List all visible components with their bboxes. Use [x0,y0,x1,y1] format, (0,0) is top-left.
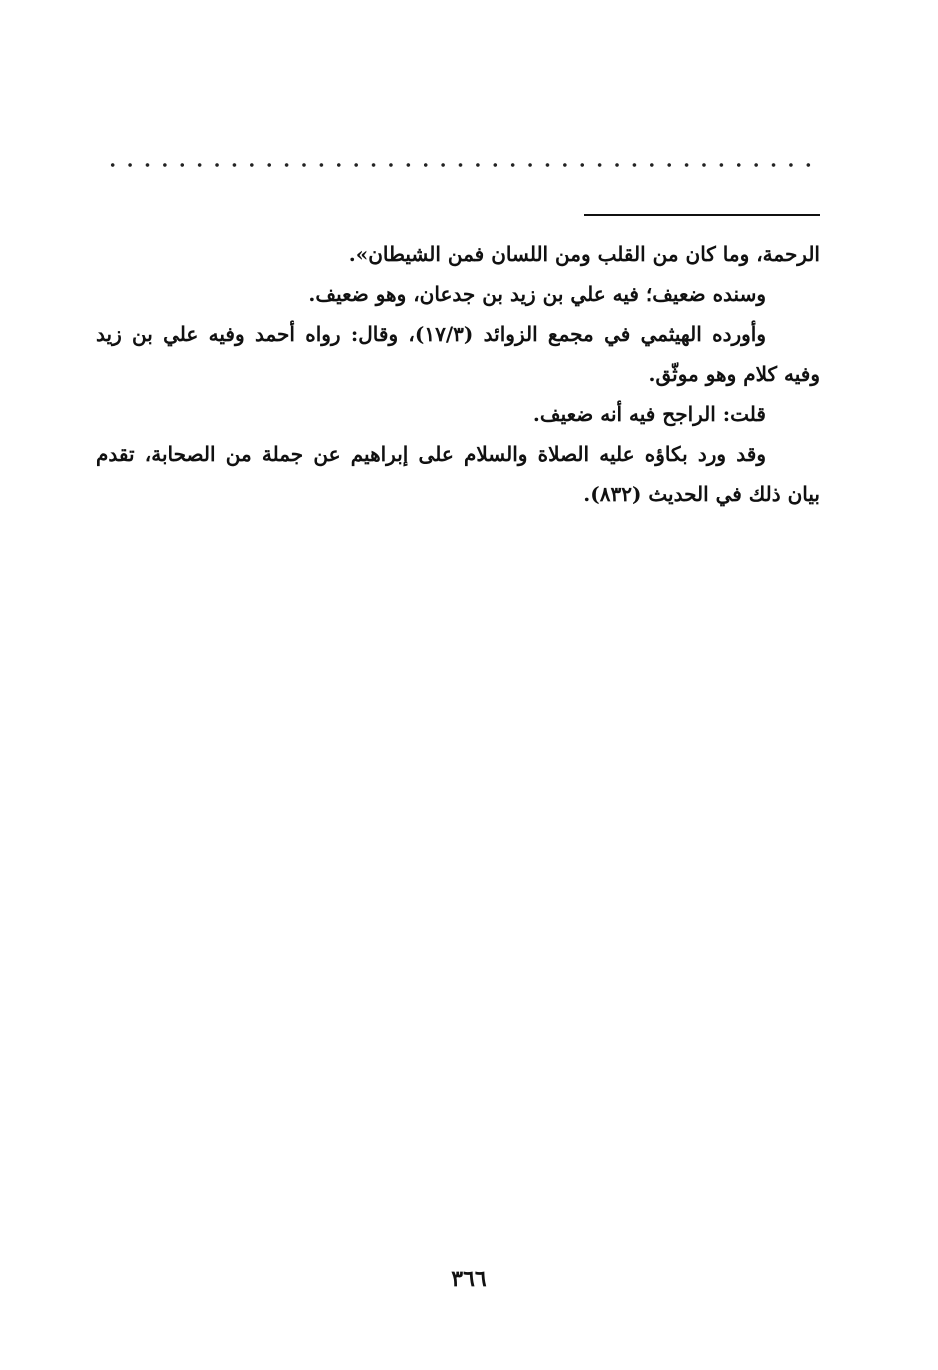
footnote-paragraph-ruling: قلت: الراجح فيه أنه ضعيف. [532,402,766,426]
page-number: ٣٦٦ [451,1266,487,1292]
dotted-separator [104,150,820,180]
footnote-rule [584,214,820,216]
footnote-paragraph-reference: وقد ورد بكاؤه عليه الصلاة والسلام على إبراهيم عن جملة من الصحابة، تقدم بيان ذلك في الحديث (٨٣٢). [96,442,820,506]
footnote-paragraph-chain: وسنده ضعيف؛ فيه علي بن زيد بن جدعان، وهو ضعيف. [308,282,766,306]
footnote-paragraph-source: وأورده الهيثمي في مجمع الزوائد (١٧/٣)، وقال: رواه أحمد وفيه علي بن زيد وفيه كلام وهو موثّق. [96,322,820,386]
footnote-continuation-line: الرحمة، وما كان من القلب ومن اللسان فمن الشيطان». [348,242,820,266]
footnotes-block [96,234,820,514]
